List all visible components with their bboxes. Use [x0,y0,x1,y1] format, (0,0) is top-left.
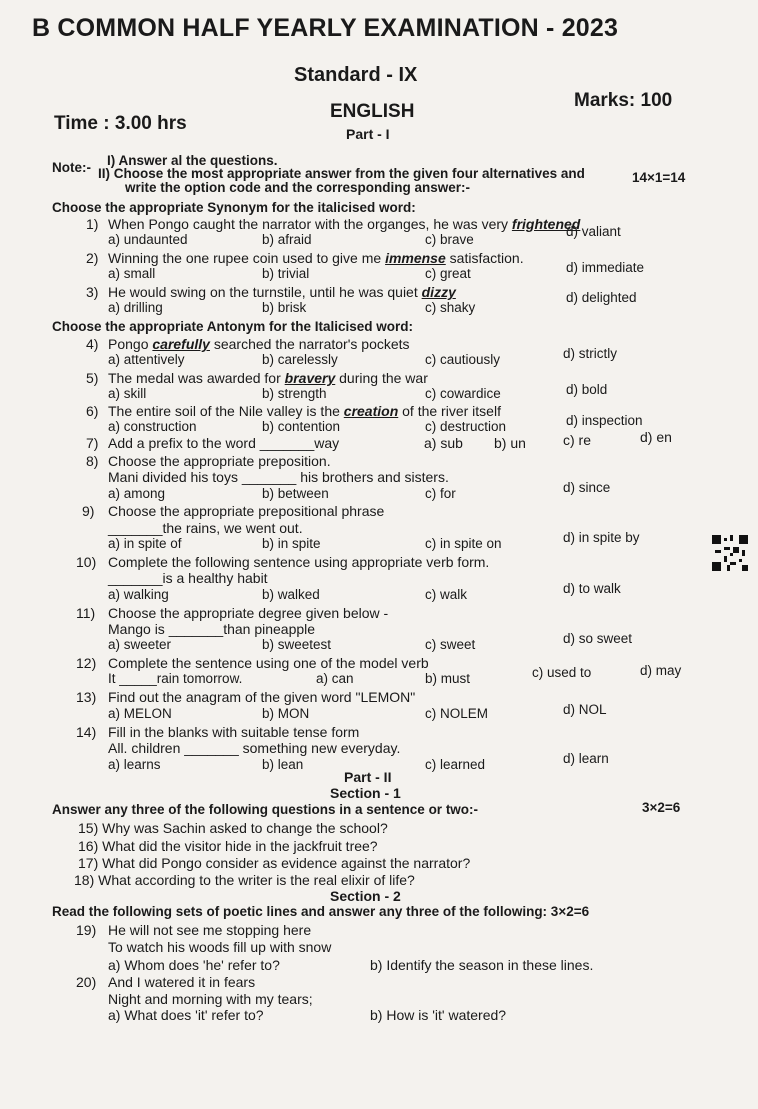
q9-sentence-text: _______the rains, we went out. [108,520,303,536]
q13-text: Find out the anagram of the given word "LEMON" [108,689,416,705]
question-8 [0,453,758,469]
q7-option-b: b) un [494,435,526,451]
part-one-title: Part - I [346,126,390,142]
q8-text: Choose the appropriate preposition. [108,453,331,469]
q5-option-d: d) bold [566,382,608,397]
q5-prefix-text: The medal was awarded for [108,370,281,386]
q20-line-1: And I watered it in fears [108,974,256,990]
q1-option-c: c) brave [425,232,474,247]
q19-subquestions [0,957,758,973]
q3-italic-word: dizzy [421,284,456,300]
q10-options [0,581,758,603]
q7-option-c: c) re [563,432,591,448]
question-19 [0,922,758,938]
q12-sentence-text: It _____rain tomorrow. [108,671,243,686]
q5-option-b: b) strength [262,386,327,401]
question-3 [0,284,758,300]
q19-line-2: To watch his woods fill up with snow [108,939,332,955]
q10-sentence-text: _______is a healthy habit [108,570,268,586]
antonym-heading: Choose the appropriate Antonym for the Italicised word: [52,319,414,334]
q5-text [108,370,428,386]
q4-italic-word: carefully [152,336,210,352]
q13-options [0,702,758,722]
q20-subquestions [0,1007,758,1023]
q8-option-b: b) between [262,486,329,501]
q4-text [108,336,410,352]
q1-option-d: d) valiant [566,224,621,239]
q12-option-a: a) can [316,671,354,686]
note-label: Note:- [52,160,91,175]
q3-option-d: d) delighted [566,290,637,305]
q14-option-b: b) lean [262,757,304,772]
q11-sentence [0,621,758,637]
q7-option-a: a) sub [424,435,463,451]
q6-prefix-text: The entire soil of the Nile valley is the [108,403,340,419]
q1-prefix-text: When Pongo caught the narrator with the organges, he was very [108,216,509,232]
q5-number: 5) [86,370,99,386]
q6-suffix-text: of the river itself [402,403,501,419]
q2-text [108,250,524,266]
time-label: Time : 3.00 hrs [54,113,187,134]
q13-option-d: d) NOL [563,702,607,717]
q4-suffix-text: searched the narrator's pockets [213,336,410,352]
q2-option-d: d) immediate [566,260,645,275]
q20-subquestion-a: a) What does 'it' refer to? [108,1007,264,1023]
note-line-1: I) Answer al the questions. [107,153,278,168]
q1-option-a: a) undaunted [108,232,188,247]
q11-option-a: a) sweeter [108,637,172,652]
question-18: 18) What according to the writer is the real elixir of life? [74,872,415,888]
q14-number: 14) [76,724,97,740]
question-17: 17) What did Pongo consider as evidence against the narrator? [78,855,471,871]
q19-subquestion-b: b) Identify the season in these lines. [370,957,594,973]
q6-option-d: d) inspection [566,413,643,428]
q10-number: 10) [76,554,97,570]
q8-sentence [0,469,758,485]
q12-option-b: b) must [425,671,471,686]
q19-line-2-row [0,939,758,955]
q10-option-d: d) to walk [563,581,621,596]
q9-option-a: a) in spite of [108,536,182,551]
question-5 [0,370,758,386]
q20-line-2: Night and morning with my tears; [108,991,313,1007]
exam-title: B COMMON HALF YEARLY EXAMINATION - 2023 [32,14,619,42]
q10-text: Complete the following sentence using appropriate verb form. [108,554,490,570]
section-1-title: Section - 1 [330,785,401,801]
question-15: 15) Why was Sachin asked to change the school? [78,820,388,836]
q19-number: 19) [76,922,97,938]
q9-option-c: c) in spite on [425,536,502,551]
standard-label: Standard - IX [294,64,418,86]
subject-label: ENGLISH [330,101,415,122]
q8-option-c: c) for [425,486,456,501]
question-11 [0,605,758,621]
q8-options [0,480,758,502]
question-2 [0,250,758,266]
question-1 [0,216,758,232]
q8-sentence-text: Mani divided his toys _______ his brothers and sisters. [108,469,449,485]
q20-line-2-row [0,991,758,1007]
q4-option-c: c) cautiously [425,352,501,367]
q1-number: 1) [86,216,99,232]
q10-option-a: a) walking [108,587,169,602]
section-1-instruction: Answer any three of the following questions in a sentence or two:- [52,802,479,817]
note-line-2: II) Choose the most appropriate answer from the given four alternatives and [98,166,585,181]
q8-option-d: d) since [563,480,611,495]
q9-option-b: b) in spite [262,536,321,551]
synonym-heading: Choose the appropriate Synonym for the italicised word: [52,200,416,215]
q10-option-c: c) walk [425,587,468,602]
q20-subquestion-b: b) How is 'it' watered? [370,1007,507,1023]
question-14 [0,724,758,740]
q1-option-b: b) afraid [262,232,312,247]
q2-option-c: c) great [425,266,471,281]
q3-number: 3) [86,284,99,300]
question-16: 16) What did the visitor hide in the jackfruit tree? [78,838,378,854]
q13-option-a: a) MELON [108,706,172,721]
section-2-instruction: Read the following sets of poetic lines and answer any three of the following: 3×2=6 [52,904,590,919]
q13-option-c: c) NOLEM [425,706,489,721]
q8-option-a: a) among [108,486,166,501]
q4-option-a: a) attentively [108,352,185,367]
note-marks: 14×1=14 [632,170,686,185]
marks-label: Marks: 100 [574,90,673,111]
q11-option-b: b) sweetest [262,637,332,652]
q20-number: 20) [76,974,97,990]
q2-options [0,260,758,282]
q14-sentence [0,740,758,756]
q7-option-d: d) en [640,429,672,445]
q6-option-b: b) contention [262,419,341,434]
question-4 [0,336,758,352]
q12-number: 12) [76,655,97,671]
q9-number: 9) [82,503,95,519]
q2-italic-word: immense [385,250,446,266]
section-2-title: Section - 2 [330,888,401,904]
question-10 [0,554,758,570]
q10-sentence [0,570,758,586]
q11-option-d: d) so sweet [563,631,633,646]
q3-option-b: b) brisk [262,300,307,315]
q14-option-c: c) learned [425,757,486,772]
q3-prefix-text: He would swing on the turnstile, until he was quiet [108,284,418,300]
q4-option-b: b) carelessly [262,352,338,367]
q19-subquestion-a: a) Whom does 'he' refer to? [108,957,280,973]
section-1-marks: 3×2=6 [642,800,681,815]
q11-option-c: c) sweet [425,637,476,652]
q4-option-d: d) strictly [563,346,617,361]
q6-option-a: a) construction [108,419,197,434]
question-13 [0,689,758,705]
question-7 [0,429,758,451]
q9-options [0,530,758,552]
q5-italic-word: bravery [284,370,336,386]
part-two-title: Part - II [344,769,392,785]
q9-text: Choose the appropriate prepositional phrase [108,503,385,519]
q4-options [0,346,758,368]
q6-number: 6) [86,403,99,419]
q6-italic-word: creation [343,403,399,419]
q3-option-a: a) drilling [108,300,163,315]
q3-option-c: c) shaky [425,300,476,315]
q5-option-c: c) cowardice [425,386,501,401]
q13-number: 13) [76,689,97,705]
q12-option-c: c) used to [532,665,592,680]
note-line-3: write the option code and the corresponding answer:- [125,180,471,195]
q11-number: 11) [76,605,96,621]
q14-text: Fill in the blanks with suitable tense form [108,724,360,740]
q6-text [108,403,501,419]
q4-number: 4) [86,336,99,352]
q5-option-a: a) skill [108,386,147,401]
q2-prefix-text: Winning the one rupee coin used to give me [108,250,382,266]
q19-line-1: He will not see me stopping here [108,922,312,938]
question-20 [0,974,758,990]
q3-text [108,284,456,300]
question-9 [0,503,758,519]
q7-number: 7) [86,435,99,451]
q5-options [0,382,758,402]
q10-option-b: b) walked [262,587,320,602]
q7-text: Add a prefix to the word _______way [108,435,340,451]
q9-option-d: d) in spite by [563,530,640,545]
q13-option-b: b) MON [262,706,310,721]
q6-option-c: c) destruction [425,419,507,434]
q1-text [108,216,580,232]
q2-number: 2) [86,250,99,266]
q5-suffix-text: during the war [339,370,428,386]
q12-option-d: d) may [640,663,682,678]
q12-text: Complete the sentence using one of the model verb [108,655,429,671]
q11-options [0,631,758,653]
q11-sentence-text: Mango is _______than pineapple [108,621,316,637]
question-6 [0,403,758,419]
q1-italic-word: frightened [511,216,581,232]
q8-number: 8) [86,453,99,469]
q2-option-b: b) trivial [262,266,310,281]
q14-sentence-text: All. children _______ something new everyday. [108,740,401,756]
q14-option-d: d) learn [563,751,609,766]
q11-text: Choose the appropriate degree given below - [108,605,389,621]
q14-option-a: a) learns [108,757,161,772]
q2-suffix-text: satisfaction. [449,250,524,266]
q9-sentence [0,520,758,536]
q2-option-a: a) small [108,266,156,281]
q4-prefix-text: Pongo [108,336,149,352]
